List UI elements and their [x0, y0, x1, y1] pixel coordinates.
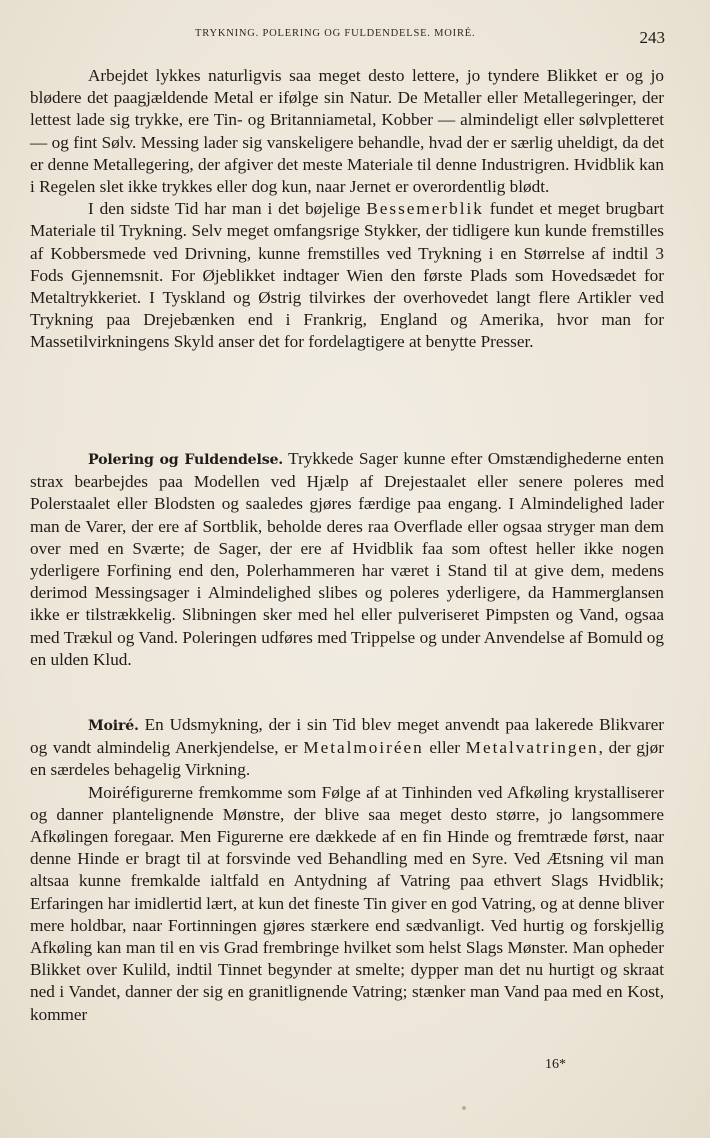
- running-header: TRYKNING. POLERING OG FULDENDELSE. MOIRÉ.: [195, 28, 476, 39]
- paper-speck: [462, 1106, 466, 1110]
- paragraph: [30, 198, 664, 353]
- paragraph-text: Trykkede Sager kunne efter Omstændighederne enten strax bearbejdes paa Modellen ved Hjælp af Drejestaalet eller senere poleres med Polerstaalet eller Blodsten og saaledes gjøres færdige paa engang. I Almindelighed lader man de Varer, der ere af Sortblik, beholde deres raa Overflade eller ogsaa stryger man dem over med en Sværte; de Sager, der ere af Hvidblik faa som oftest heller ikke nogen yderligere Forfining end den, Polerhammeren har været i Stand til at give dem, medens derimod Messingsager i Almindelighed slibes og poleres yderligere, da Hammerglansen ikke er tilstrækkelig. Slibningen sker med hel eller pulveriseret Pimpsten og Vand, ogsaa med Trækul og Vand. Poleringen udføres med Trippelse og under Anvendelse af Bomuld og en ulden Klud.: [30, 449, 665, 669]
- text-section-trykning: [30, 65, 664, 354]
- paragraph: [30, 448, 664, 671]
- paragraph: Arbejdet lykkes naturligvis saa meget desto lettere, jo tyndere Blikket er og jo blødere det paagjældende Metal er ifølge sin Natur. De Metaller eller Metallegeringer, der lettest lade sig trykke, ere Tin- og Britanniametal, Kobber — almindeligt eller sølvpletteret — og fint Sølv. Messing lader sig vanskeligere behandle, hvad der er særlig uheldigt, da det er denne Metallegering, der afgiver det meste Materiale til denne Industrigren. Hvidblik kan i Regelen slet ikke trykkes eller dog kun, naar Jernet er overordentlig blødt.: [30, 66, 664, 197]
- emphasized-term: Metalvatringen: [465, 738, 599, 758]
- page-number: 243: [639, 28, 665, 47]
- paragraph-text: fundet et meget brugbart Materiale til Trykning. Selv meget omfangsrige Stykker, der tidligere kun kunde fremstilles af Kobbersmede ved Drivning, kunne fremstilles ved Trykning i en Størrelse af indtil 3 Fods Gjennemsnit. For Øjeblikket indtager Wien den første Plads som Hovedsædet for Metaltrykkeriet. I Tyskland og Østrig tilvirkes der overhovedet langt flere Artikler ved Trykning paa Drejebænken end i Frankrig, England og Amerika, hvor man for Massetilvirkningens Skyld anser det for fordelagtigere at benytte Presser.: [30, 199, 664, 352]
- emphasized-term: Bessemerblik: [366, 199, 484, 219]
- emphasized-term: Metalmoiréen: [303, 738, 424, 758]
- paragraph: [30, 714, 664, 782]
- text-section-moire: [30, 714, 664, 1026]
- paragraph-text: , der gjør en særdeles behagelig Virkning.: [30, 738, 664, 780]
- section-title: Polering og Fuldendelse.: [88, 452, 284, 468]
- paragraph-text: eller: [423, 738, 466, 758]
- paragraph-text: I den sidste Tid har man i det bøjelige: [88, 199, 367, 219]
- paragraph-text: En Udsmykning, der i sin Tid blev meget anvendt paa lakerede Blikvarer og vandt almindelig Anerkjendelse, er: [30, 715, 664, 758]
- section-title: Moiré.: [88, 718, 139, 734]
- text-section-polering: [30, 448, 664, 671]
- signature-mark: 16*: [545, 1057, 566, 1072]
- paragraph: Moiréfigurerne fremkomme som Følge af at Tinhinden ved Afkøling krystalliserer og danner plantelignende Mønstre, der blive saa meget desto større, jo langsommere Afkølingen foregaar. Men Figurerne ere dækkede af en fin Hinde og fremtræde først, naar denne Hinde er bragt til at forsvinde ved Behandling med en Syre. Ved Ætsning vil man altsaa kunne fremkalde ialtfald en Antydning af Vatring paa ethvert Slags Hvidblik; Erfaringen har imidlertid lært, at kun det fineste Tin giver en god Vatring, og at denne bliver mere holdbar, naar Fortinningen gjøres stærkere end sædvanligt. Ved hurtig og forskjellig Afkøling kan man til en vis Grad frembringe hvilket som helst Slags Mønster. Man opheder Blikket over Kulild, indtil Tinnet begynder at smelte; dypper man det nu hurtigt og skraat ned i Vandet, danner der sig en granitlignende Vatring; stænker man Vand paa med en Kost, kommer: [30, 782, 664, 1024]
